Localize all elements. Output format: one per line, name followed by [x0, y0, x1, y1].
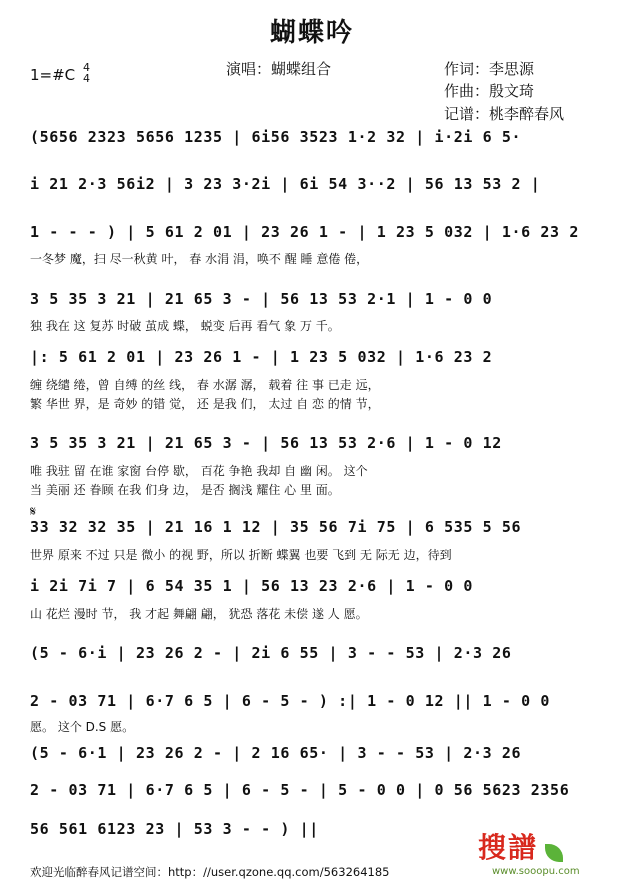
- score-row: [0, 518, 624, 548]
- time-sig-top: 4: [83, 61, 90, 74]
- singer-credit: 演唱：蝴蝶组合: [226, 60, 332, 78]
- lyric-line: 唯 我驻 留 在谁 家窗 台停 歇， 百花 争艳 我却 自 幽 闲。 这个: [30, 464, 368, 478]
- notation-line: 56 561 6123 23 | 53 3 - - ) ||: [30, 820, 319, 838]
- notation-line: (5656 2323 5656 1235 | 6i56 3523 1·2 32 | i·2i 6 5·: [30, 128, 522, 146]
- lyric-line: 山 花烂 漫时 节， 我 才起 舞翩 翩， 犹恐 落花 未偿 遂 人 愿。: [30, 607, 368, 621]
- score-row: [0, 781, 624, 811]
- notation-line: |: 5 61 2 01 | 23 26 1 - | 1 23 5 032 | 1·6 23 2: [30, 348, 493, 366]
- site-logo[interactable]: [478, 826, 580, 877]
- score-row: [0, 644, 624, 674]
- score-row: [0, 434, 624, 464]
- score-row: [0, 290, 624, 320]
- score-row: [0, 348, 624, 378]
- time-signature: [83, 62, 90, 84]
- notation-line: 3 5 35 3 21 | 21 65 3 - | 56 13 53 2·6 | 1 - 0 12: [30, 434, 502, 452]
- lyricist-credit: 作词：李思源: [444, 60, 535, 78]
- notation-line: (5 - 6·1 | 23 26 2 - | 2 16 65· | 3 - - 53 | 2·3 26: [30, 744, 522, 762]
- song-title: 蝴蝶吟: [269, 18, 354, 48]
- key-signature: 1=#C: [30, 66, 76, 84]
- lyric-line: 世界 原来 不过 只是 微小 的视 野，所以 折断 蝶翼 也要 飞到 无 际无 边，待到: [30, 548, 452, 562]
- lyric-line: 繁 华世 界，是 奇妙 的错 觉， 还 是我 们， 太过 自 恋 的情 节，: [30, 397, 380, 411]
- lyric-line: 一冬梦 魔，扫 尽一秋黄 叶， 春 水涓 涓，唤不 醒 睡 意倦 倦，: [30, 252, 369, 266]
- leaf-icon: [545, 844, 563, 862]
- time-sig-bottom: 4: [83, 72, 90, 85]
- notation-line: 3 5 35 3 21 | 21 65 3 - | 56 13 53 2·1 | 1 - 0 0: [30, 290, 493, 308]
- lyric-line: 愿。 这个 D.S 愿。: [30, 720, 135, 734]
- notation-line: i 2i 7i 7 | 6 54 35 1 | 56 13 23 2·6 | 1 - 0 0: [30, 577, 474, 595]
- score-row: [0, 223, 624, 253]
- composer-credit: 作曲：殷文琦: [444, 82, 535, 100]
- notation-line: 2 - 03 71 | 6·7 6 5 | 6 - 5 - ) :| 1 - 0 12 || 1 - 0 0: [30, 692, 551, 710]
- lyric-line: 独 我在 这 复苏 时破 茧成 蝶， 蜕变 后再 看气 象 万 千。: [30, 319, 340, 333]
- notation-line: (5 - 6·i | 23 26 2 - | 2i 6 55 | 3 - - 53 | 2·3 26: [30, 644, 512, 662]
- transcriber-credit: 记谱：桃李醉春风: [444, 105, 565, 123]
- score-row: [0, 577, 624, 607]
- segno-sign: 𝄋: [30, 504, 37, 520]
- score-row: [0, 744, 624, 774]
- score-row: [0, 128, 624, 158]
- notation-line: 33 32 32 35 | 21 16 1 12 | 35 56 7i 75 | 6 535 5 56: [30, 518, 522, 536]
- footer-text: 欢迎光临醉春风记谱空间：http：//user.qzone.qq.com/563264185: [30, 865, 390, 879]
- logo-text: 搜譜: [478, 831, 539, 864]
- score-row: [0, 175, 624, 205]
- notation-line: i 21 2·3 56i2 | 3 23 3·2i | 6i 54 3··2 | 56 13 53 2 |: [30, 175, 541, 193]
- notation-line: 2 - 03 71 | 6·7 6 5 | 6 - 5 - | 5 - 0 0 | 0 56 5623 2356: [30, 781, 570, 799]
- lyric-line: 当 美丽 还 眷顾 在我 们身 边， 是否 搁浅 耀住 心 里 面。: [30, 483, 340, 497]
- notation-line: 1 - - - ) | 5 61 2 01 | 23 26 1 - | 1 23 5 032 | 1·6 23 2: [30, 223, 579, 241]
- logo-url: www.sooopu.com: [492, 866, 580, 877]
- lyric-line: 缠 绕缱 绻，曾 自缚 的丝 线， 春 水潺 潺， 载着 往 事 已走 远，: [30, 378, 380, 392]
